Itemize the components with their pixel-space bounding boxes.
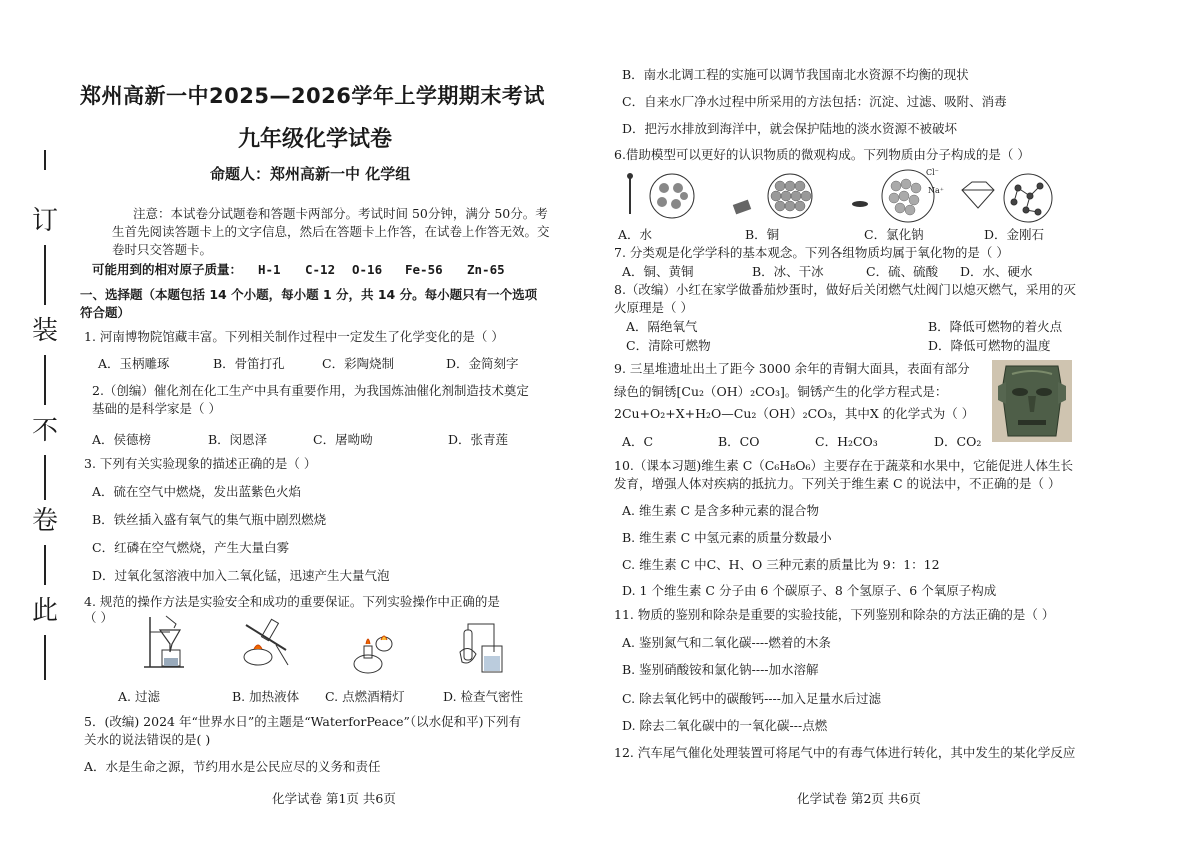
q8-option-d: D．降低可燃物的温度	[928, 338, 1051, 353]
margin-char: 不	[31, 416, 58, 446]
author-line: 命题人：郑州高新一中 化学组	[210, 165, 411, 183]
q2-option-b: B．闵恩泽	[208, 432, 268, 447]
atomic-mass-zn: Zn-65	[467, 262, 505, 277]
q10-stem: 10.（课本习题)维生素 C（C₆H₈O₆）主要存在于蔬菜和水果中，它能促进人体生长	[614, 458, 1074, 473]
q4-option-d: D. 检查气密性	[443, 689, 524, 704]
q4-option-b: B. 加热液体	[232, 689, 300, 704]
q5-stem: 关水的说法错误的是( )	[84, 732, 211, 747]
heating-liquid-figure	[236, 615, 296, 670]
exam-title: 九年级化学试卷	[238, 127, 393, 152]
q3-stem: 3. 下列有关实验现象的描述正确的是（ ）	[84, 456, 317, 471]
margin-char: 装	[31, 316, 58, 346]
q1-option-b: B．骨笛打孔	[213, 356, 285, 371]
q11-option-a: A. 鉴别氮气和二氧化碳----燃着的木条	[622, 635, 831, 650]
margin-char: 此	[31, 596, 58, 626]
bronze-mask-image	[992, 360, 1072, 442]
q10-option-c: C. 维生素 C 中C、H、O 三种元素的质量比为 9：1：12	[622, 557, 940, 572]
margin-line	[44, 355, 46, 405]
q1-option-c: C．彩陶烧制	[322, 356, 395, 371]
q4-stem: （ ）	[84, 610, 113, 625]
q9-option-b: B．CO	[718, 434, 760, 449]
q3-option-a: A．硫在空气中燃烧，发出蓝紫色火焰	[92, 484, 302, 499]
q9-option-d: D．CO₂	[934, 434, 982, 449]
q3-option-c: C．红磷在空气燃烧，产生大量白雾	[92, 540, 290, 555]
q6-stem: 6.借助模型可以更好的认识物质的微观构成。下列物质由分子构成的是（ ）	[614, 147, 1030, 162]
q10-option-b: B. 维生素 C 中氢元素的质量分数最小	[622, 530, 832, 545]
q10-option-a: A. 维生素 C 是含多种元素的混合物	[622, 503, 819, 518]
q9-stem: 2Cu+O₂+X+H₂O—Cu₂（OH）₂CO₃，其中X 的化学式为（ ）	[614, 406, 975, 421]
q5-option-c: C．自来水厂净水过程中所采用的方法包括：沉淀、过滤、吸附、消毒	[622, 94, 1007, 109]
q1-option-d: D．金简刻字	[446, 356, 519, 371]
q7-option-c: C．硫、硫酸	[866, 264, 939, 279]
water-model-figure	[618, 170, 698, 222]
q11-option-b: B. 鉴别硝酸铵和氯化钠----加水溶解	[622, 662, 819, 677]
q7-stem: 7. 分类观是化学学科的基本观念。下列各组物质均属于氧化物的是（ ）	[614, 245, 1009, 260]
q5-option-a: A．水是生命之源，节约用水是公民应尽的义务和责任	[84, 759, 381, 774]
notice-line: 卷时只交答题卡。	[112, 242, 213, 257]
q3-option-b: B．铁丝插入盛有氧气的集气瓶中剧烈燃烧	[92, 512, 327, 527]
q2-option-c: C．屠呦呦	[313, 432, 373, 447]
alcohol-lamp-figure	[348, 626, 398, 676]
filtration-figure	[140, 612, 190, 672]
q7-option-b: B．冰、干冰	[752, 264, 824, 279]
q7-option-a: A．铜、黄铜	[622, 264, 694, 279]
atomic-mass-label: 可能用到的相对原子质量：	[92, 262, 243, 277]
sodium-ion-label: Na⁺	[928, 186, 944, 195]
q11-option-c: C. 除去氧化钙中的碳酸钙----加入足量水后过滤	[622, 691, 881, 706]
q2-option-a: A．侯德榜	[92, 432, 152, 447]
q6-option-b: B．铜	[745, 227, 780, 242]
q11-stem: 11. 物质的鉴别和除杂是重要的实验技能，下列鉴别和除杂的方法正确的是（ ）	[614, 607, 1055, 622]
q5-option-d: D．把污水排放到海洋中，就会保护陆地的淡水资源不被破坏	[622, 121, 958, 136]
q4-option-a: A. 过滤	[118, 689, 160, 704]
q11-option-d: D. 除去二氧化碳中的一氧化碳---点燃	[622, 718, 828, 733]
margin-line	[44, 150, 46, 170]
margin-char: 卷	[31, 506, 58, 536]
q6-option-a: A．水	[618, 227, 653, 242]
margin-line	[44, 455, 46, 500]
q6-option-d: D．金刚石	[984, 227, 1045, 242]
q12-stem: 12. 汽车尾气催化处理装置可将尾气中的有毒气体进行转化，其中发生的某化学反应	[614, 745, 1076, 760]
section-heading: 符合题）	[80, 305, 131, 320]
q9-option-c: C．H₂CO₃	[815, 434, 878, 449]
q1-stem: 1. 河南博物院馆藏丰富。下列相关制作过程中一定发生了化学变化的是（ ）	[84, 329, 504, 344]
q6-option-c: C．氯化钠	[864, 227, 924, 242]
right-footer: 化学试卷 第2页 共6页	[797, 791, 921, 806]
q2-stem: 2.（创编）催化剂在化工生产中具有重要作用，为我国炼油催化剂制造技术奠定	[92, 383, 529, 398]
margin-line	[44, 245, 46, 305]
q9-stem: 绿色的铜锈[Cu₂（OH）₂CO₃]。铜锈产生的化学方程式是：	[614, 384, 948, 399]
q8-option-c: C．清除可燃物	[626, 338, 711, 353]
q2-stem: 基础的是科学家是（ ）	[92, 401, 221, 416]
left-footer: 化学试卷 第1页 共6页	[272, 791, 396, 806]
section-heading: 一、选择题（本题包括 14 个小题，每小题 1 分，共 14 分。每小题只有一个选项	[80, 287, 538, 302]
q9-stem: 9. 三星堆遗址出土了距今 3000 余年的青铜大面具，表面有部分	[614, 361, 970, 376]
chloride-ion-label: Cl⁻	[926, 168, 939, 177]
margin-line	[44, 635, 46, 680]
q5-stem: 5．(改编) 2024 年“世界水日”的主题是“WaterforPeace”（以水促和平)下列有	[84, 714, 521, 729]
binding-margin	[20, 150, 70, 680]
atomic-mass-o: O-16	[352, 262, 383, 277]
q10-stem: 发育，增强人体对疾病的抵抗力。下列关于维生素 C 的说法中，不正确的是（ ）	[614, 476, 1061, 491]
q5-option-b: B．南水北调工程的实施可以调节我国南北水资源不均衡的现状	[622, 67, 969, 82]
q7-option-d: D．水、硬水	[960, 264, 1033, 279]
margin-line	[44, 545, 46, 585]
diamond-model-figure	[956, 172, 1056, 224]
atomic-mass-fe: Fe-56	[405, 262, 443, 277]
margin-char: 订	[31, 206, 58, 236]
q4-stem: 4. 规范的操作方法是实验安全和成功的重要保证。下列实验操作中正确的是	[84, 594, 500, 609]
q1-option-a: A．玉柄雕琢	[98, 356, 170, 371]
copper-model-figure	[730, 172, 820, 222]
q8-stem: 8.（改编）小红在家学做番茄炒蛋时，做好后关闭燃气灶阀门以熄灭燃气，采用的灭	[614, 282, 1076, 297]
q4-option-c: C. 点燃酒精灯	[325, 689, 405, 704]
notice-line: 注意：本试卷分试题卷和答题卡两部分。考试时间 50分钟，满分 50分。考	[133, 206, 548, 221]
notice-line: 生首先阅读答题卡上的文字信息，然后在答题卡上作答，在试卷上作答无效。交	[112, 224, 550, 239]
atomic-mass-c: C-12	[305, 262, 336, 277]
q8-option-a: A．隔绝氧气	[626, 319, 698, 334]
q9-option-a: A．C	[622, 434, 654, 449]
atomic-mass-h: H-1	[258, 262, 281, 277]
school-title: 郑州高新一中2025—2026学年上学期期末考试	[80, 84, 545, 108]
q3-option-d: D．过氧化氢溶液中加入二氧化锰，迅速产生大量气泡	[92, 568, 390, 583]
q8-stem: 火原理是（ ）	[614, 300, 693, 315]
q2-option-d: D．张青莲	[448, 432, 509, 447]
q10-option-d: D. 1 个维生素 C 分子由 6 个碳原子、8 个氢原子、6 个氧原子构成	[622, 583, 997, 598]
airtightness-check-figure	[456, 622, 506, 677]
q8-option-b: B．降低可燃物的着火点	[928, 319, 1063, 334]
